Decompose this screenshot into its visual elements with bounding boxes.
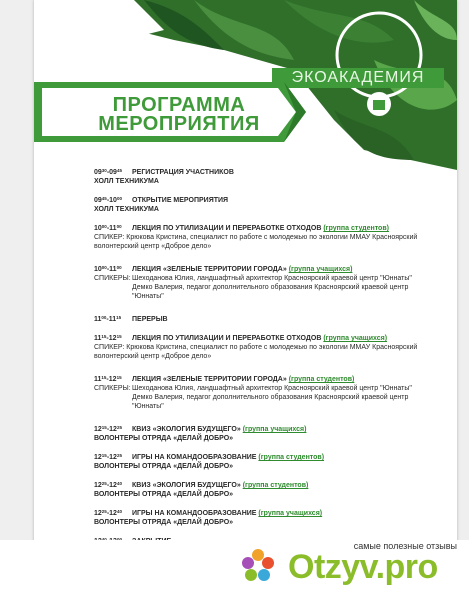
schedule-item — [94, 375, 449, 411]
time-range: $11^{00}-11^{15}$ — [94, 315, 122, 323]
schedule-row — [94, 168, 449, 177]
schedule-item — [94, 315, 449, 324]
speakers-row — [94, 274, 449, 283]
program-page — [34, 0, 457, 590]
page-title-line2: МЕРОПРИЯТИЯ — [98, 113, 260, 135]
speaker-row — [94, 343, 449, 352]
schedule-item — [94, 481, 449, 499]
event-title: ПЕРЕРЫВ — [132, 316, 168, 323]
time-range: $10^{00}-11^{00}$ — [94, 265, 122, 273]
event-location: ВОЛОНТЕРЫ ОТРЯДА «ДЕЛАЙ ДОБРО» — [94, 491, 234, 498]
schedule-item — [94, 265, 449, 301]
speaker-row — [94, 233, 449, 242]
schedule-row — [94, 196, 449, 205]
page-title — [74, 96, 284, 134]
schedule-row — [94, 453, 449, 462]
time-range: $10^{00}-11^{00}$ — [94, 224, 122, 232]
time-range: $12^{25}-12^{40}$ — [94, 509, 122, 517]
event-location: ХОЛЛ ТЕХНИКУМА — [94, 178, 159, 185]
schedule-item — [94, 334, 449, 361]
speakers-text: Демко Валерия, педагог дополнительного образования Красноярский краевой центр — [132, 394, 409, 401]
group-link[interactable]: (группа учащихся) — [288, 266, 353, 273]
time-range: $12^{15}-12^{25}$ — [94, 425, 122, 433]
group-link[interactable]: (группа студентов) — [258, 454, 325, 461]
schedule-row — [94, 425, 449, 434]
event-title: КВИЗ «ЭКОЛОГИЯ БУДУЩЕГО» — [132, 426, 241, 433]
event-title: ЛЕКЦИЯ ПО УТИЛИЗАЦИИ И ПЕРЕРАБОТКЕ ОТХОДОВ — [132, 225, 322, 232]
group-link[interactable]: (группа студентов) — [323, 225, 389, 232]
schedule-row — [94, 334, 449, 343]
otzyv-flower-icon — [238, 545, 278, 585]
time-range: $12^{25}-12^{40}$ — [94, 481, 122, 489]
schedule-item — [94, 509, 449, 527]
speaker-text-cont: волонтерский центр «Доброе дело» — [94, 353, 212, 360]
group-link[interactable]: (группа студентов) — [242, 482, 309, 489]
schedule-row — [94, 224, 449, 233]
speakers-text: Шеходанова Юлия, ландшафтный архитектор Красноярский краевой центр "Юннаты" — [132, 385, 412, 392]
schedule-row — [94, 315, 449, 324]
speakers-label: СПИКЕРЫ: — [94, 385, 131, 392]
group-link[interactable]: (группа студентов) — [288, 376, 355, 383]
page-title-line1: ПРОГРАММА — [112, 94, 246, 116]
schedule-row — [94, 265, 449, 274]
schedule-item — [94, 425, 449, 443]
schedule-row — [94, 481, 449, 490]
watermark-tagline: самые полезные отзывы — [353, 541, 457, 551]
event-title: ЛЕКЦИЯ «ЗЕЛЕНЫЕ ТЕРРИТОРИИ ГОРОДА» — [132, 266, 287, 273]
schedule-row — [94, 509, 449, 518]
speakers-text: Шеходанова Юлия, ландшафтный архитектор Красноярский краевой центр "Юннаты" — [132, 275, 412, 282]
time-range: $09^{30}-09^{45}$ — [94, 168, 122, 176]
event-title: ИГРЫ НА КОМАНДООБРАЗОВАНИЕ — [132, 510, 257, 517]
speakers-text: "Юннаты" — [132, 403, 164, 410]
speaker-text: Крюкова Кристина, специалист по работе с молодежью по экологии ММАУ Красноярский — [126, 344, 418, 351]
speaker-label: СПИКЕР: — [94, 344, 125, 351]
schedule-item — [94, 168, 449, 186]
event-location: ВОЛОНТЕРЫ ОТРЯДА «ДЕЛАЙ ДОБРО» — [94, 463, 234, 470]
speaker-text: Крюкова Кристина, специалист по работе с молодежью по экологии ММАУ Красноярский — [126, 234, 418, 241]
group-link[interactable]: (группа учащихся) — [323, 335, 388, 342]
event-location: ХОЛЛ ТЕХНИКУМА — [94, 206, 159, 213]
schedule-item — [94, 453, 449, 471]
schedule-item — [94, 196, 449, 214]
time-range: $09^{45}-10^{00}$ — [94, 196, 122, 204]
event-location: ВОЛОНТЕРЫ ОТРЯДА «ДЕЛАЙ ДОБРО» — [94, 519, 234, 526]
speaker-text-cont: волонтерский центр «Доброе дело» — [94, 243, 212, 250]
event-title: ОТКРЫТИЕ МЕРОПРИЯТИЯ — [132, 197, 229, 204]
speakers-text: "Юннаты" — [132, 293, 164, 300]
speakers-label: СПИКЕРЫ: — [94, 275, 131, 282]
event-location: ВОЛОНТЕРЫ ОТРЯДА «ДЕЛАЙ ДОБРО» — [94, 435, 234, 442]
brand-label: ЭКОАКАДЕМИЯ — [272, 68, 444, 88]
group-link[interactable]: (группа учащихся) — [258, 510, 323, 517]
event-title: ЛЕКЦИЯ ПО УТИЛИЗАЦИИ И ПЕРЕРАБОТКЕ ОТХОДОВ — [132, 335, 322, 342]
schedule-item — [94, 224, 449, 251]
event-title: ИГРЫ НА КОМАНДООБРАЗОВАНИЕ — [132, 454, 257, 461]
group-link[interactable]: (группа учащихся) — [242, 426, 307, 433]
time-range: $12^{15}-12^{25}$ — [94, 453, 122, 461]
watermark-logo: Otzyv.pro — [288, 548, 438, 586]
time-range: $11^{15}-12^{15}$ — [94, 334, 122, 342]
event-title: РЕГИСТРАЦИЯ УЧАСТНИКОВ — [132, 169, 234, 176]
event-title: КВИЗ «ЭКОЛОГИЯ БУДУЩЕГО» — [132, 482, 241, 489]
speakers-row — [94, 384, 449, 393]
speaker-label: СПИКЕР: — [94, 234, 125, 241]
schedule-row — [94, 375, 449, 384]
schedule-list — [94, 168, 449, 556]
speakers-text: Демко Валерия, педагог дополнительного образования Красноярский краевой центр — [132, 284, 409, 291]
event-title: ЛЕКЦИЯ «ЗЕЛЕНЫЕ ТЕРРИТОРИИ ГОРОДА» — [132, 376, 287, 383]
time-range: $11^{15}-12^{15}$ — [94, 375, 122, 383]
